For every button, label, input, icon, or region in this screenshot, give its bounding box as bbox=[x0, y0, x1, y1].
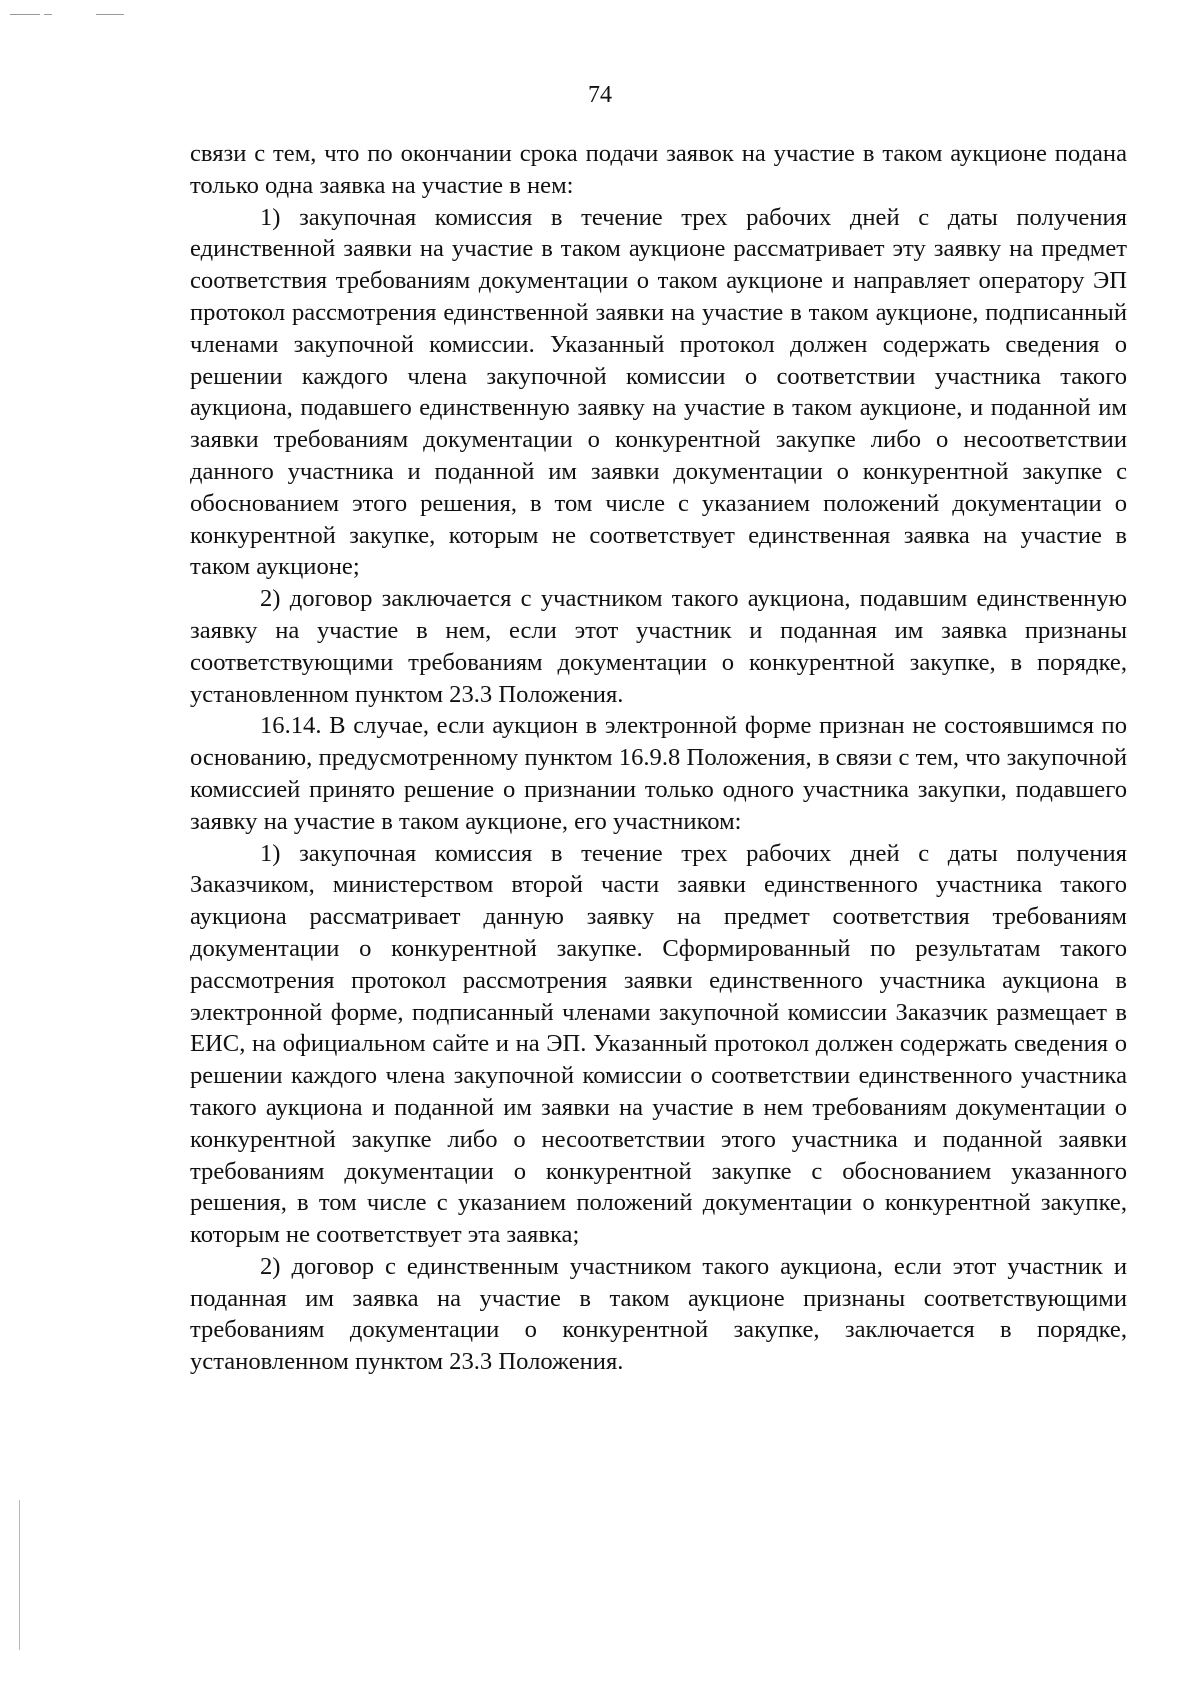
page-number: 74 bbox=[588, 82, 612, 108]
scan-artifact bbox=[10, 14, 40, 15]
paragraph-continuation: связи с тем, что по окончании срока подачи заявок на участие в таком аукционе подана только одна заявка на участие в нем: bbox=[190, 140, 1127, 199]
scan-margin-line bbox=[19, 1500, 20, 1650]
document-body bbox=[190, 138, 1127, 1378]
scan-artifact bbox=[96, 14, 124, 15]
paragraph-item-2: 2) договор заключается с участником такого аукциона, подавшим единственную заявку на участие в нем, если этот участник и поданная им заявка признаны соответствующими требованиям документации о конкурентной закупке, в порядке, установленном пунктом 23.3 Положения. bbox=[190, 585, 1127, 708]
paragraph-section-16-14: 16.14. В случае, если аукцион в электронной форме признан не состоявшимся по основанию, предусмотренному пунктом 16.9.8 Положения, в связи с тем, что закупочной комиссией принято решение о признании только одного участника закупки, подавшего заявку на участие в таком аукционе, его участником: bbox=[190, 712, 1127, 835]
scan-artifact bbox=[44, 14, 52, 15]
paragraph-item-2-b: 2) договор с единственным участником такого аукциона, если этот участник и поданная им заявка на участие в таком аукционе признаны соответствующими требованиям документации о конкурентной закупке, заключается в порядке, установленном пунктом 23.3 Положения. bbox=[190, 1252, 1127, 1376]
paragraph-item-1-b: 1) закупочная комиссия в течение трех рабочих дней с даты получения Заказчиком, министерством второй части заявки единственного участника такого аукциона рассматривает данную заявку на предмет соответствия требованиям документации о конкурентной закупке. Сформированный по результатам такого рассмотрения протокол рассмотрения заявки единственного участника аукциона в электронной форме, подписанный членами закупочной комиссии Заказчик размещает в ЕИС, на официальном сайте и на ЭП. Указанный протокол должен содержать сведения о решении каждого члена закупочной комиссии о соответствии единственного участника такого аукциона и поданной им заявки на участие в нем требованиям документации о конкурентной закупке либо о несоответствии этого участника и поданной заявки требованиям документации о конкурентной закупке с обоснованием указанного решения, в том числе с указанием положений документации о конкурентной закупке, которым не соответствует эта заявка; bbox=[190, 839, 1127, 1249]
paragraph-item-1: 1) закупочная комиссия в течение трех рабочих дней с даты получения единственной заявки на участие в таком аукционе рассматривает эту заявку на предмет соответствия требованиям документации о таком аукционе и направляет оператору ЭП протокол рассмотрения единственной заявки на участие в таком аукционе, подписанный членами закупочной комиссии. Указанный протокол должен содержать сведения о решении каждого члена закупочной комиссии о соответствии участника такого аукциона, подавшего единственную заявку на участие в таком аукционе, и поданной им заявки требованиям документации о конкурентной закупке либо о несоответствии данного участника и поданной им заявки документации о конкурентной закупке с обоснованием этого решения, в том числе с указанием положений документации о конкурентной закупке, которым не соответствует единственная заявка на участие в таком аукционе; bbox=[190, 203, 1127, 581]
